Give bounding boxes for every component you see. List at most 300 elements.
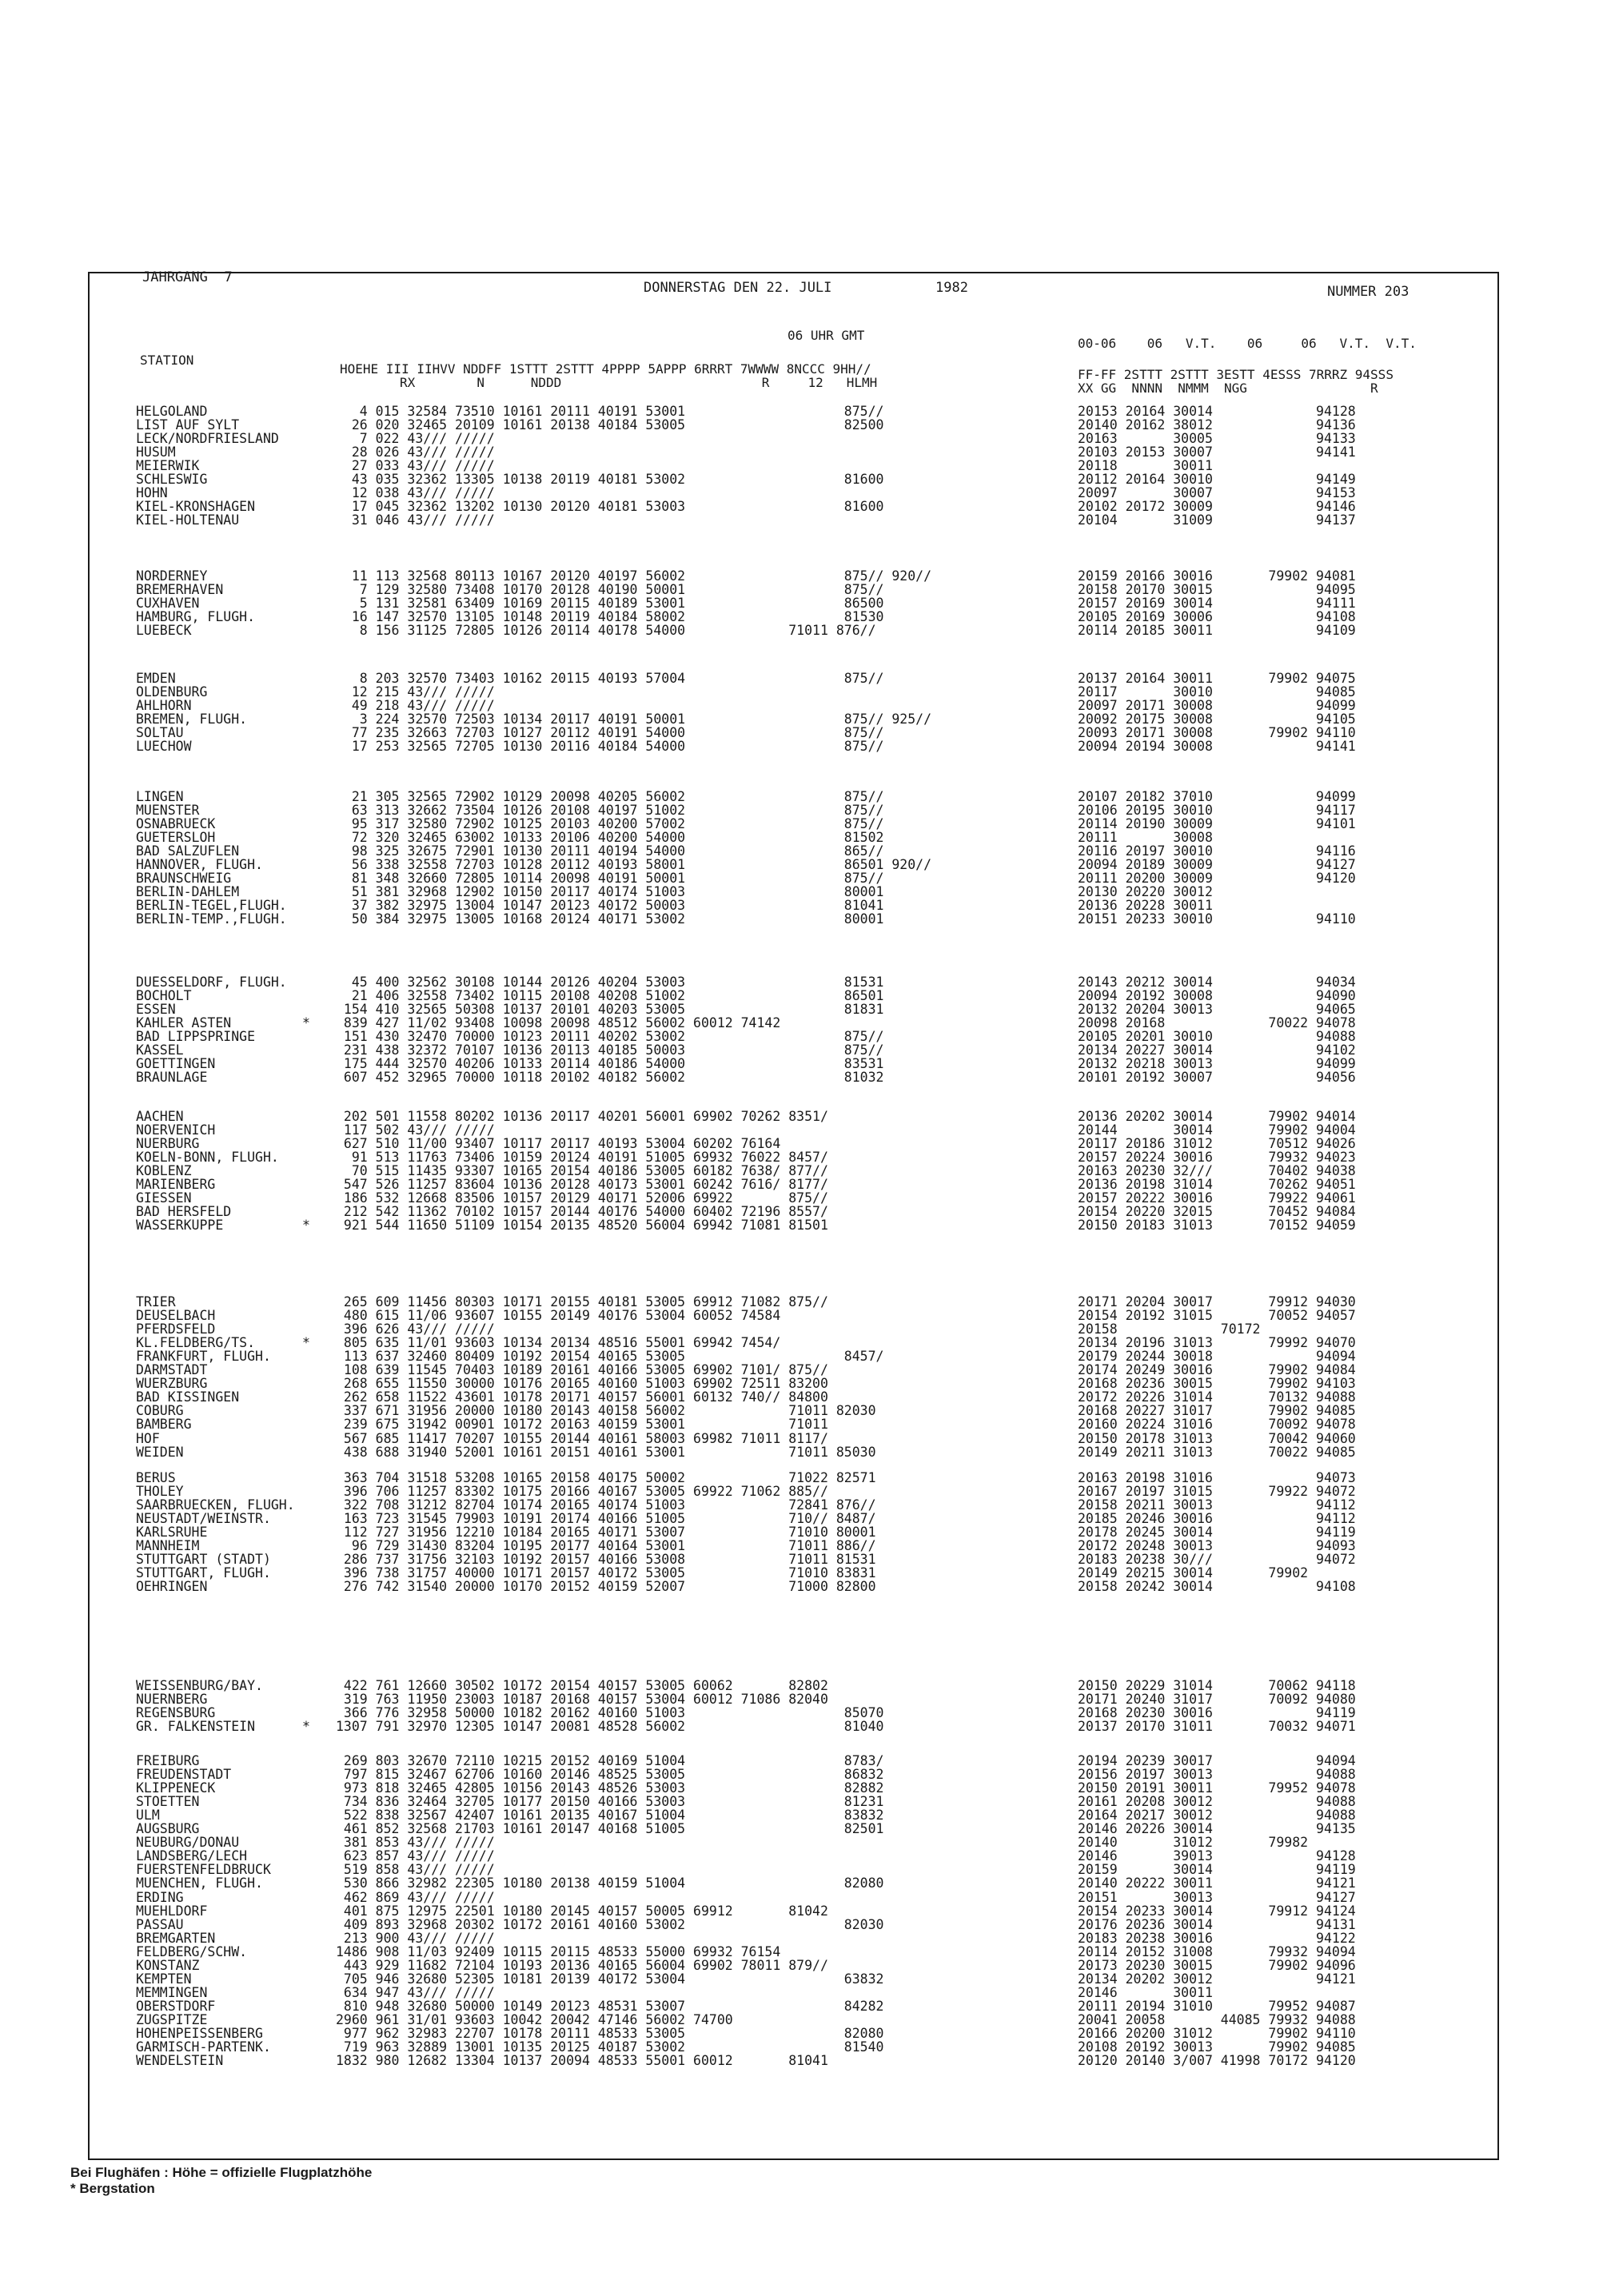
footnote-mountain-station: * Bergstation [70,2181,155,2196]
synop-left-values: 409 893 32968 20302 10172 20161 40160 53002 82030 [336,1916,884,1932]
synop-left-values: 70 515 11435 93307 10165 20154 40186 53005 60182 7638/ 877// [336,1163,828,1179]
right-column-subcodes: XX GG NNNN NMMM NGG R [1078,381,1378,396]
synop-right-values: 20140 20162 38012 94136 [1078,417,1356,433]
synop-left-values: 108 639 11545 70403 10189 20161 40166 53005 69902 7101/ 875// [336,1362,828,1378]
station-name: FREUDENSTADT [136,1767,232,1783]
station-name: FREIBURG [136,1753,200,1768]
station-name: BERLIN-TEGEL,FLUGH. [136,898,287,914]
synop-left-values: 627 510 11/00 93407 10117 20117 40193 53004 60202 76164 [336,1136,781,1152]
station-name: HOHENPEISSENBERG [136,2026,263,2041]
station-header: STATION [140,353,194,368]
issue-year: 1982 [935,280,968,296]
station-name: KIEL-KRONSHAGEN [136,499,256,515]
station-name: ZUGSPITZE [136,2011,208,2027]
synop-right-values: 20171 20204 30017 79912 94030 [1078,1294,1356,1309]
synop-left-values: 163 723 31545 79903 10191 20174 40166 51005 710// 8487/ [336,1511,876,1527]
left-column-subcodes: RX N NDDD R 12 HLMH [400,375,878,390]
synop-left-values: 286 737 31756 32103 10192 20157 40166 53008 71011 81531 [336,1552,876,1568]
station-name: BAMBERG [136,1417,192,1433]
synop-left-values: 202 501 11558 80202 10136 20117 40201 56001 69902 70262 8351/ [336,1109,828,1124]
station-name: MUENCHEN, FLUGH. [136,1875,263,1891]
table-row [0,513,1599,528]
synop-left-values: 77 235 32663 72703 10127 20112 40191 54000 875// [336,725,884,741]
synop-right-values: 20094 20189 30009 94127 [1078,857,1356,873]
station-name: GOETTINGEN [136,1056,216,1072]
station-name: KOBLENZ [136,1163,192,1179]
synop-left-values: 623 857 43/// ///// [336,1848,495,1864]
synop-right-values: 20144 30014 79902 94004 [1078,1122,1356,1138]
synop-left-values: 522 838 32567 42407 10161 20135 40167 51004 83832 [336,1808,884,1824]
synop-right-values: 20159 30014 94119 [1078,1862,1356,1878]
synop-left-values: 634 947 43/// ///// [336,1984,495,2000]
synop-left-values: 43 035 32362 13305 10138 20119 40181 53002 81600 [336,472,884,488]
right-column-codes: FF-FF 2STTT 2STTT 3ESTT 4ESSS 7RRRZ 94SSS [1078,367,1394,382]
station-name: FUERSTENFELDBRUCK [136,1862,271,1878]
synop-right-values: 20146 30011 [1078,1984,1213,2000]
station-name: BAD SALZUFLEN [136,843,240,859]
synop-right-values: 20150 20178 31013 70042 94060 [1078,1430,1356,1446]
station-name: BRAUNSCHWEIG [136,871,232,887]
station-name: WUERZBURG [136,1376,208,1392]
synop-left-values: 719 963 32889 13001 10135 20125 40187 53002 81540 [336,2039,884,2055]
station-name: REGENSBURG [136,1705,216,1721]
synop-right-values: 20157 20224 30016 79932 94023 [1078,1150,1356,1166]
station-name: LINGEN [136,789,184,804]
station-name: KIEL-HOLTENAU [136,512,240,528]
synop-right-values: 20161 20208 30012 94088 [1078,1794,1356,1810]
synop-right-values: 20094 20194 30008 94141 [1078,739,1356,755]
synop-left-values: 45 400 32562 30108 10144 20126 40204 53003 81531 [336,975,884,990]
synop-left-values: 7 129 32580 73408 10170 20128 40190 50001 875// [336,582,884,598]
synop-left-values: 186 532 12668 83506 10157 20129 40171 52006 69922 875// [336,1190,828,1206]
station-name: GR. FALKENSTEIN [136,1719,256,1735]
synop-left-values: 175 444 32570 40206 10133 20114 40186 54000 83531 [336,1056,884,1072]
station-name: MEMMINGEN [136,1984,208,2000]
synop-right-values: 20117 20186 31012 70512 94026 [1078,1136,1356,1152]
table-row [0,500,1599,514]
synop-right-values: 20164 20217 30012 94088 [1078,1808,1356,1824]
synop-right-values: 20172 20226 31014 70132 94088 [1078,1389,1356,1405]
synop-left-values: 81 348 32660 72805 10114 20098 40191 50001 875// [336,871,884,887]
synop-right-values: 20150 20229 31014 70062 94118 [1078,1678,1356,1693]
synop-right-values: 20179 20244 30018 94094 [1078,1349,1356,1365]
table-row [0,432,1599,446]
station-name: KASSEL [136,1042,184,1058]
synop-right-values: 20132 20218 30013 94099 [1078,1056,1356,1072]
synop-right-values: 20134 20202 30012 94121 [1078,1971,1356,1987]
station-name: LUECHOW [136,739,192,755]
synop-left-values: 480 615 11/06 93607 10155 20149 40176 53004 60052 74584 [336,1308,781,1324]
station-name: BERUS [136,1470,176,1485]
synop-right-values: 20171 20240 31017 70092 94080 [1078,1692,1356,1708]
synop-right-values: 20116 20197 30010 94116 [1078,843,1356,859]
synop-right-values: 20154 20192 31015 70052 94057 [1078,1308,1356,1324]
synop-left-values: 396 738 31757 40000 10171 20157 40172 53005 71010 83831 [336,1565,876,1581]
station-name: TRIER [136,1294,176,1309]
synop-right-values: 20168 20230 30016 94119 [1078,1705,1356,1721]
station-name: LANDSBERG/LECH [136,1848,248,1864]
synop-right-values: 20097 30007 94153 [1078,485,1356,501]
synop-right-values: 20101 20192 30007 94056 [1078,1070,1356,1086]
mountain-marker: * [302,1015,310,1031]
synop-left-values: 51 381 32968 12902 10150 20117 40174 51003 80001 [336,884,884,900]
station-name: ULM [136,1808,160,1824]
synop-right-values: 20160 20224 31016 70092 94078 [1078,1417,1356,1433]
synop-left-values: 27 033 43/// ///// [336,458,495,474]
mountain-marker: * [302,1218,310,1234]
station-name: LECK/NORDFRIESLAND [136,431,279,447]
synop-right-values: 20146 39013 94128 [1078,1848,1356,1864]
synop-right-values: 20150 20191 30011 79952 94078 [1078,1780,1356,1796]
synop-left-values: 95 317 32580 72902 10125 20103 40200 57002 875// [336,816,884,832]
synop-right-values: 20157 20169 30014 94111 [1078,596,1356,612]
table-row [0,912,1599,927]
synop-right-values: 20183 20238 30/// 94072 [1078,1552,1356,1568]
synop-left-values: 530 866 32982 22305 10180 20138 40159 51004 82080 [336,1875,884,1891]
synop-right-values: 20120 20140 3/007 41998 70172 94120 [1078,2053,1356,2069]
station-name: BAD KISSINGEN [136,1389,240,1405]
synop-right-values: 20143 20212 30014 94034 [1078,975,1356,990]
station-name: ERDING [136,1889,184,1905]
synop-right-values: 20134 20227 30014 94102 [1078,1042,1356,1058]
synop-right-values: 20154 20233 30014 79912 94124 [1078,1903,1356,1919]
synop-left-values: 72 320 32465 63002 10133 20106 40200 54000 81502 [336,830,884,846]
station-name: KAHLER ASTEN [136,1015,232,1031]
station-name: GUETERSLOH [136,830,216,846]
mountain-marker: * [302,1335,310,1351]
station-name: DEUSELBACH [136,1308,216,1324]
synop-right-values: 20103 20153 30007 94141 [1078,444,1356,460]
station-name: HELGOLAND [136,404,208,419]
synop-left-values: 396 706 11257 83302 10175 20166 40167 53005 69922 71062 885// [336,1484,828,1500]
synop-left-values: 337 671 31956 20000 10180 20143 40158 56002 71011 82030 [336,1403,876,1419]
station-name: FELDBERG/SCHW. [136,1943,248,1959]
synop-right-values: 20041 20058 44085 79932 94088 [1078,2011,1356,2027]
station-name: FRANKFURT, FLUGH. [136,1349,271,1365]
station-name: NEUBURG/DONAU [136,1835,240,1851]
synop-left-values: 1307 791 32970 12305 10147 20081 48528 56002 81040 [336,1719,884,1735]
station-name: GARMISCH-PARTENK. [136,2039,271,2055]
synop-left-values: 2960 961 31/01 93603 10042 20042 47146 56002 74700 [336,2011,733,2027]
station-name: HAMBURG, FLUGH. [136,609,256,625]
station-name: ESSEN [136,1002,176,1018]
synop-left-values: 461 852 32568 21703 10161 20147 40168 51005 82501 [336,1821,884,1837]
station-name: AUGSBURG [136,1821,200,1837]
station-name: BAD LIPPSPRINGE [136,1029,256,1045]
table-row [0,1110,1599,1124]
synop-left-values: 322 708 31212 82704 10174 20165 40174 51003 72841 876// [336,1497,876,1513]
synop-right-values: 20105 20201 30010 94088 [1078,1029,1356,1045]
synop-left-values: 212 542 11362 70102 10157 20144 40176 54000 60402 72196 8557/ [336,1204,828,1220]
synop-right-values: 20134 20196 31013 79992 94070 [1078,1335,1356,1351]
synop-left-values: 319 763 11950 23003 10187 20168 40157 53004 60012 71086 82040 [336,1692,828,1708]
station-name: HOF [136,1430,160,1446]
table-row [0,1417,1599,1432]
station-name: BREMGARTEN [136,1930,216,1946]
station-name: STOETTEN [136,1794,200,1810]
synop-left-values: 8 156 31125 72805 10126 20114 40178 54000 71011 876// [336,623,876,639]
synop-left-values: 63 313 32662 73504 10126 20108 40197 51002 875// [336,803,884,819]
station-name: WENDELSTEIN [136,2053,224,2069]
station-name: OBERSTDORF [136,1998,216,2014]
synop-right-values: 20137 20164 30011 79902 94075 [1078,671,1356,686]
synop-left-values: 262 658 11522 43601 10178 20171 40157 56001 60132 740// 84800 [336,1389,828,1405]
station-name: NUERNBERG [136,1692,208,1708]
synop-left-values: 213 900 43/// ///// [336,1930,495,1946]
synop-left-values: 839 427 11/02 93408 10098 20098 48512 56002 60012 74142 [336,1015,781,1031]
station-name: COBURG [136,1403,184,1419]
synop-left-values: 5 131 32581 63409 10169 20115 40189 53001 86500 [336,596,884,612]
synop-left-values: 805 635 11/01 93603 10134 20134 48516 55001 69942 7454/ [336,1335,781,1351]
synop-right-values: 20130 20220 30012 [1078,884,1213,900]
synop-right-values: 20108 20192 30013 79902 94085 [1078,2039,1356,2055]
synop-left-values: 11 113 32568 80113 10167 20120 40197 56002 875// 920// [336,568,932,584]
synop-right-values: 20156 20197 30013 94088 [1078,1767,1356,1783]
synop-right-values: 20149 20211 31013 70022 94085 [1078,1444,1356,1460]
synop-left-values: 438 688 31940 52001 10161 20151 40161 53001 71011 85030 [336,1444,876,1460]
synop-right-values: 20178 20245 30014 94119 [1078,1525,1356,1541]
station-name: DUESSELDORF, FLUGH. [136,975,287,990]
synop-right-values: 20137 20170 31011 70032 94071 [1078,1719,1356,1735]
synop-left-values: 443 929 11682 72104 10193 20136 40165 56004 69902 78011 879// [336,1957,828,1973]
station-name: WASSERKUPPE [136,1218,224,1234]
station-name: STUTTGART, FLUGH. [136,1565,271,1581]
synop-left-values: 268 655 11550 30000 10176 20165 40160 51003 69902 72511 83200 [336,1376,828,1392]
station-name: OLDENBURG [136,684,208,700]
synop-right-values: 20166 20200 31012 79902 94110 [1078,2026,1356,2041]
station-name: MARIENBERG [136,1177,216,1193]
synop-left-values: 973 818 32465 42805 10156 20143 48526 53003 82882 [336,1780,884,1796]
synop-right-values: 20106 20195 30010 94117 [1078,803,1356,819]
synop-left-values: 396 626 43/// ///// [336,1321,495,1337]
station-name: MANNHEIM [136,1538,200,1554]
synop-left-values: 705 946 32680 52305 10181 20139 40172 53004 63832 [336,1971,884,1987]
station-name: AACHEN [136,1109,184,1124]
station-name: NOERVENICH [136,1122,216,1138]
station-name: MUENSTER [136,803,200,819]
synop-left-values: 977 962 32983 22707 10178 20111 48533 53005 82080 [336,2026,884,2041]
station-name: STUTTGART (STADT) [136,1552,271,1568]
synop-left-values: 4 015 32584 73510 10161 20111 40191 53001 875// [336,404,884,419]
synop-right-values: 20167 20197 31015 79922 94072 [1078,1484,1356,1500]
station-name: LUEBECK [136,623,192,639]
table-row [0,1003,1599,1017]
synop-left-values: 3 224 32570 72503 10134 20117 40191 50001 875// 925// [336,712,932,727]
synop-left-values: 462 869 43/// ///// [336,1889,495,1905]
synop-right-values: 20158 20211 30013 94112 [1078,1497,1356,1513]
synop-right-values: 20173 20230 30015 79902 94096 [1078,1957,1356,1973]
synop-right-values: 20140 20222 30011 94121 [1078,1875,1356,1891]
issue-date: DONNERSTAG DEN 22. JULI [644,280,832,296]
synop-left-values: 112 727 31956 12210 10184 20165 40171 53007 71010 80001 [336,1525,876,1541]
table-row [0,1945,1599,1959]
synop-right-values: 20097 20171 30008 94099 [1078,698,1356,714]
synop-left-values: 363 704 31518 53208 10165 20158 40175 50002 71022 82571 [336,1470,876,1485]
synop-right-values: 20158 20242 30014 94108 [1078,1579,1356,1595]
table-row [0,1999,1599,2014]
synop-right-values: 20092 20175 30008 94105 [1078,712,1356,727]
synop-left-values: 151 430 32470 70000 10123 20111 40202 53002 875// [336,1029,884,1045]
synop-left-values: 7 022 43/// ///// [336,431,495,447]
table-row [0,1972,1599,1987]
station-name: PASSAU [136,1916,184,1932]
synop-left-values: 1832 980 12682 13304 10137 20094 48533 55001 60012 81041 [336,2053,828,2069]
footnote-airports: Bei Flughäfen : Höhe = offizielle Flugplatzhöhe [70,2165,373,2180]
issue-number: NUMMER 203 [1327,284,1410,300]
synop-right-values: 20112 20164 30010 94149 [1078,472,1356,488]
synop-left-values: 37 382 32975 13004 10147 20123 40172 50003 81041 [336,898,884,914]
station-name: NORDERNEY [136,568,208,584]
station-name: HOHN [136,485,168,501]
synop-right-values: 20140 31012 79982 [1078,1835,1309,1851]
synop-right-values: 20163 20230 32/// 70402 94038 [1078,1163,1356,1179]
synop-left-values: 607 452 32965 70000 10118 20102 40182 56002 81032 [336,1070,884,1086]
station-name: SCHLESWIG [136,472,208,488]
station-name: BERLIN-DAHLEM [136,884,240,900]
synop-right-values: 20153 20164 30014 94128 [1078,404,1356,419]
station-name: SAARBRUECKEN, FLUGH. [136,1497,295,1513]
station-name: WEIDEN [136,1444,184,1460]
table-row [0,1720,1599,1734]
station-name: KARLSRUHE [136,1525,208,1541]
synop-right-values: 20163 20198 31016 94073 [1078,1470,1356,1485]
table-row [0,1309,1599,1323]
synop-left-values: 231 438 32372 70107 10136 20113 40185 50003 875// [336,1042,884,1058]
station-name: NEUSTADT/WEINSTR. [136,1511,271,1527]
synop-right-values: 20118 30011 [1078,458,1213,474]
synop-left-values: 50 384 32975 13005 10168 20124 40171 53002 80001 [336,911,884,927]
table-row [0,2054,1599,2068]
synop-right-values: 20159 20166 30016 79902 94081 [1078,568,1356,584]
table-row [0,1931,1599,1946]
table-row [0,1218,1599,1233]
synop-right-values: 20172 20248 30013 94093 [1078,1538,1356,1554]
synop-left-values: 797 815 32467 62706 10160 20146 48525 53005 86832 [336,1767,884,1783]
station-name: HUSUM [136,444,176,460]
table-row [0,445,1599,460]
station-name: KONSTANZ [136,1957,200,1973]
station-name: BRAUNLAGE [136,1070,208,1086]
station-name: EMDEN [136,671,176,686]
right-column-top: 00-06 06 V.T. 06 06 V.T. V.T. [1078,336,1417,351]
synop-right-values: 20154 20220 32015 70452 94084 [1078,1204,1356,1220]
synop-right-values: 20168 20236 30015 79902 94103 [1078,1376,1356,1392]
station-name: MUEHLDORF [136,1903,208,1919]
synop-right-values: 20146 20226 30014 94135 [1078,1821,1356,1837]
synop-right-values: 20111 30008 [1078,830,1213,846]
table-row [0,1904,1599,1919]
table-row [0,1891,1599,1905]
synop-left-values: 8 203 32570 73403 10162 20115 40193 57004 875// [336,671,884,686]
table-row [0,624,1599,638]
synop-right-values: 20185 20246 30016 94112 [1078,1511,1356,1527]
synop-left-values: 276 742 31540 20000 10170 20152 40159 52007 71000 82800 [336,1579,876,1595]
synop-left-values: 265 609 11456 80303 10171 20155 40181 53005 69912 71082 875// [336,1294,828,1309]
synop-left-values: 422 761 12660 30502 10172 20154 40157 53005 60062 82802 [336,1678,828,1693]
station-name: OEHRINGEN [136,1579,208,1595]
synop-right-values: 20183 20238 30016 94122 [1078,1930,1356,1946]
left-column-codes: HOEHE III IIHVV NDDFF 1STTT 2STTT 4PPPP 5APPP 6RRRT 7WWWW 8NCCC 9HH// [340,361,871,377]
synop-right-values: 20136 20202 30014 79902 94014 [1078,1109,1356,1124]
station-name: KLIPPENECK [136,1780,216,1796]
synop-left-values: 28 026 43/// ///// [336,444,495,460]
station-name: GIESSEN [136,1190,192,1206]
synop-right-values: 20111 20194 31010 79952 94087 [1078,1998,1356,2014]
synop-left-values: 16 147 32570 13105 10148 20119 40184 58002 81530 [336,609,884,625]
station-name: WEISSENBURG/BAY. [136,1678,263,1693]
synop-left-values: 56 338 32558 72703 10128 20112 40193 58001 86501 920// [336,857,932,873]
synop-right-values: 20114 20185 30011 94109 [1078,623,1356,639]
synop-left-values: 91 513 11763 73406 10159 20124 40191 51005 69932 76022 8457/ [336,1150,828,1166]
table-row [0,685,1599,700]
station-name: THOLEY [136,1484,184,1500]
synop-left-values: 49 218 43/// ///// [336,698,495,714]
synop-right-values: 20151 30013 94127 [1078,1889,1356,1905]
synop-right-values: 20107 20182 37010 94099 [1078,789,1356,804]
synop-left-values: 519 858 43/// ///// [336,1862,495,1878]
table-row [0,1918,1599,1932]
synop-left-values: 547 526 11257 83604 10136 20128 40173 53001 60242 7616/ 8177/ [336,1177,828,1193]
synop-left-values: 1486 908 11/03 92409 10115 20115 48533 55000 69932 76154 [336,1943,781,1959]
station-name: DARMSTADT [136,1362,208,1378]
synop-left-values: 921 544 11650 51109 10154 20135 48520 56004 69942 71081 81501 [336,1218,828,1234]
synop-right-values: 20176 20236 30014 94131 [1078,1916,1356,1932]
synop-left-values: 98 325 32675 72901 10130 20111 40194 54000 865// [336,843,884,859]
station-name: BERLIN-TEMP.,FLUGH. [136,911,287,927]
station-name: MEIERWIK [136,458,200,474]
synop-right-values: 20093 20171 30008 79902 94110 [1078,725,1356,741]
utc-label: 06 UHR GMT [788,328,865,343]
synop-right-values: 20104 31009 94137 [1078,512,1356,528]
station-name: BOCHOLT [136,988,192,1004]
table-row [0,1580,1599,1594]
table-row [0,1432,1599,1446]
table-row [0,1445,1599,1460]
jahrgang: JAHRGANG 7 [142,269,233,285]
synop-right-values: 20168 20227 31017 79902 94085 [1078,1403,1356,1419]
table-row [0,1295,1599,1309]
table-row [0,1070,1599,1085]
station-name: SOLTAU [136,725,184,741]
synop-left-values: 117 502 43/// ///// [336,1122,495,1138]
synop-right-values: 20150 20183 31013 70152 94059 [1078,1218,1356,1234]
station-name: OSNABRUECK [136,816,216,832]
station-name: BAD HERSFELD [136,1204,232,1220]
synop-left-values: 239 675 31942 00901 10172 20163 40159 53001 71011 [336,1417,828,1433]
station-name: BREMERHAVEN [136,582,224,598]
table-row [0,672,1599,686]
synop-left-values: 96 729 31430 83204 10195 20177 40164 53001 71011 886// [336,1538,876,1554]
station-name: KOELN-BONN, FLUGH. [136,1150,279,1166]
table-row [0,1822,1599,1836]
synop-right-values: 20117 30010 94085 [1078,684,1356,700]
synop-left-values: 810 948 32680 50000 10149 20123 48531 53007 84282 [336,1998,884,2014]
table-row [0,739,1599,754]
synop-left-values: 12 038 43/// ///// [336,485,495,501]
synop-left-values: 21 406 32558 73402 10115 20108 40208 51002 86501 [336,988,884,1004]
synop-left-values: 401 875 12975 22501 10180 20145 40157 50005 69912 81042 [336,1903,828,1919]
synop-left-values: 381 853 43/// ///// [336,1835,495,1851]
synop-left-values: 154 410 32565 50308 10137 20101 40203 53005 81831 [336,1002,884,1018]
synop-right-values: 20157 20222 30016 79922 94061 [1078,1190,1356,1206]
synop-right-values: 20194 20239 30017 94094 [1078,1753,1356,1768]
synop-left-values: 12 215 43/// ///// [336,684,495,700]
table-row [0,1876,1599,1891]
synop-right-values: 20174 20249 30016 79902 94084 [1078,1362,1356,1378]
table-row [0,1123,1599,1138]
synop-right-values: 20094 20192 30008 94090 [1078,988,1356,1004]
synop-right-values: 20114 20152 31008 79932 94094 [1078,1943,1356,1959]
